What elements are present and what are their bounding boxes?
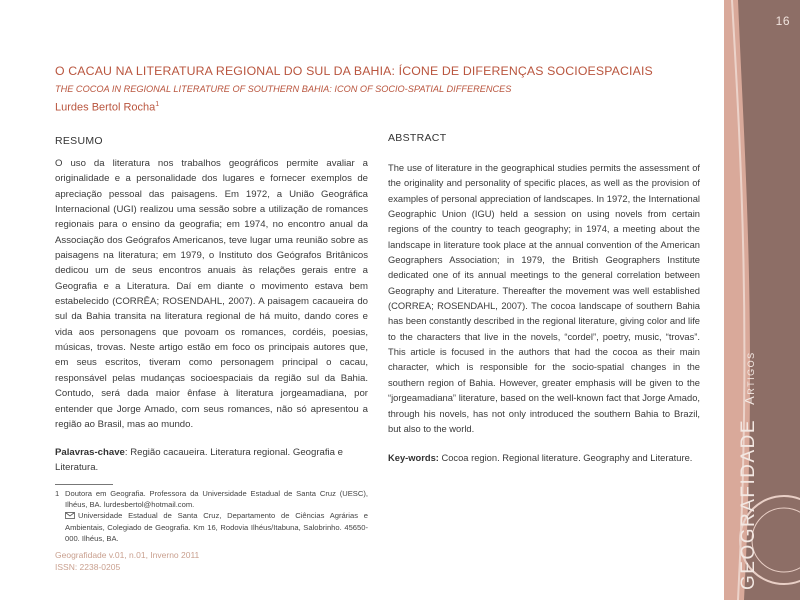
footnote-line2: Universidade Estadual de Santa Cruz, Departamento de Ciências Agrárias e Ambientais, Colegiado de Geografia. Km 16, Rodovia Ilhéus/Itabuna, Salobrinho. 45650-000. Ilhéus, BA. bbox=[65, 511, 368, 543]
footnote-number: 1 bbox=[55, 489, 60, 498]
palavras-chave-text: : Região cacaueira. Literatura regional. Geografia e Literatura. bbox=[55, 447, 343, 474]
footnote-address bbox=[65, 510, 368, 544]
key-words-text: Cocoa region. Regional literature. Geography and Literature. bbox=[438, 453, 693, 464]
resumo-text: O uso da literatura nos trabalhos geográficos permite avaliar a originalidade e a personalidade dos lugares e fornecer exemplos de apreciação pessoal das paisagens. Em 1972, a União Geográfica Internacional (UGI) realizou uma sessão sobre a utilização de romances regionais para o ensino da geografia; em 1974, no encontro anual da Associação dos Geógrafos Americanos, teve lugar uma reunião sobre as paisagens na literatura; em 1979, o Instituto dos Geógrafos Britânicos dedicou um de seus encontros anuais às relações gerais entre a Geografia e a Literatura. Daí em diante o movimento estava bem estabelecido (CORRÊA; ROSENDAHL, 2007). A paisagem cacaueira do sul da Bahia transita na literatura regional de há muito, dando cores e vida aos personagens que povoam os romances, cordéis, poesias, músicas, trovas. Neste artigo estão em foco os principais autores que, em seus escritos, tiveram como personagem principal o cacau, responsável pelas mudanças socioespaciais da região sul da Bahia. Contudo, será dada maior ênfase à literatura jorgeamadiana, por entender que Jorge Amado, com seus romances, não só apresentou a região ao Brasil, mas ao mundo. bbox=[55, 158, 368, 430]
article-subtitle: THE COCOA IN REGIONAL LITERATURE OF SOUTHERN BAHIA: ICON OF SOCIO-SPATIAL DIFFERENCES bbox=[55, 84, 512, 94]
footnote-row-address bbox=[55, 510, 368, 544]
resumo-section bbox=[55, 135, 368, 476]
abstract-section bbox=[388, 132, 700, 466]
envelope-icon bbox=[65, 512, 75, 519]
decorative-sidebar bbox=[724, 0, 800, 600]
sidebar-label bbox=[738, 351, 760, 590]
citation bbox=[55, 549, 199, 573]
key-words-label: Key-words: bbox=[388, 453, 439, 464]
sidebar-graphic bbox=[724, 0, 800, 600]
footnote bbox=[55, 488, 368, 544]
journal-issue: Geografidade v.01, n.01, Inverno 2011 bbox=[55, 550, 200, 560]
author-line bbox=[55, 101, 159, 114]
article-title: O CACAU NA LITERATURA REGIONAL DO SUL DA BAHIA: ÍCONE DE DIFERENÇAS SOCIOESPACIAIS bbox=[55, 64, 653, 78]
page-number: 16 bbox=[775, 14, 790, 28]
abstract-text: The use of literature in the geographical studies permits the assessment of the originality and personality of specific places, as well as the provision of examples of personal appreciation of landscapes. In 1972, the International Geographic Union (IGU) held a session on using novels from certain regions of the country to teach geography; in 1974, a meeting about the landscape in literature took place at the annual convention of the American Geographers Association; in 1979, the British Geographers Institute dedicated one of its annual meetings to the general correlation between Geography and Literature. Thereafter the movement was well established (CORREA; ROSENDAHL, 2007). The cocoa landscape of southern Bahia has been constantly described in the regional literature, giving color and life to the characters that live in the novels, “cordel”, poetry, music, “trovas”. This article is focused in the authors that had the cocoa as their main character, which is responsible for the socio-spatial changes in the southern region of Bahia. However, greater emphasis will be given to the “jorgeamadiana” literature, based on the well-known fact that Jorge Amado, through his novels, has not only introduced the southern Bahia to Brazil, but also to the world. bbox=[388, 163, 700, 434]
journal-name: GEOGRAFIDADE bbox=[738, 418, 759, 590]
resumo-heading: RESUMO bbox=[55, 135, 103, 147]
section-name: Artigos bbox=[742, 351, 757, 405]
abstract-heading: ABSTRACT bbox=[388, 132, 447, 144]
author-footnote-marker: 1 bbox=[155, 101, 160, 108]
footnote-row bbox=[55, 488, 368, 510]
footnote-divider bbox=[55, 484, 113, 485]
author-name: Lurdes Bertol Rocha bbox=[55, 101, 156, 114]
palavras-chave-label: Palavras-chave bbox=[55, 447, 125, 459]
key-words bbox=[388, 451, 700, 466]
palavras-chave bbox=[55, 445, 368, 476]
issn: ISSN: 2238-0205 bbox=[55, 562, 121, 572]
footnote-line1: Doutora em Geografia. Professora da Universidade Estadual de Santa Cruz (UESC), Ilhéus, BA. lurdesbertol@hotmail.com. bbox=[65, 489, 368, 510]
